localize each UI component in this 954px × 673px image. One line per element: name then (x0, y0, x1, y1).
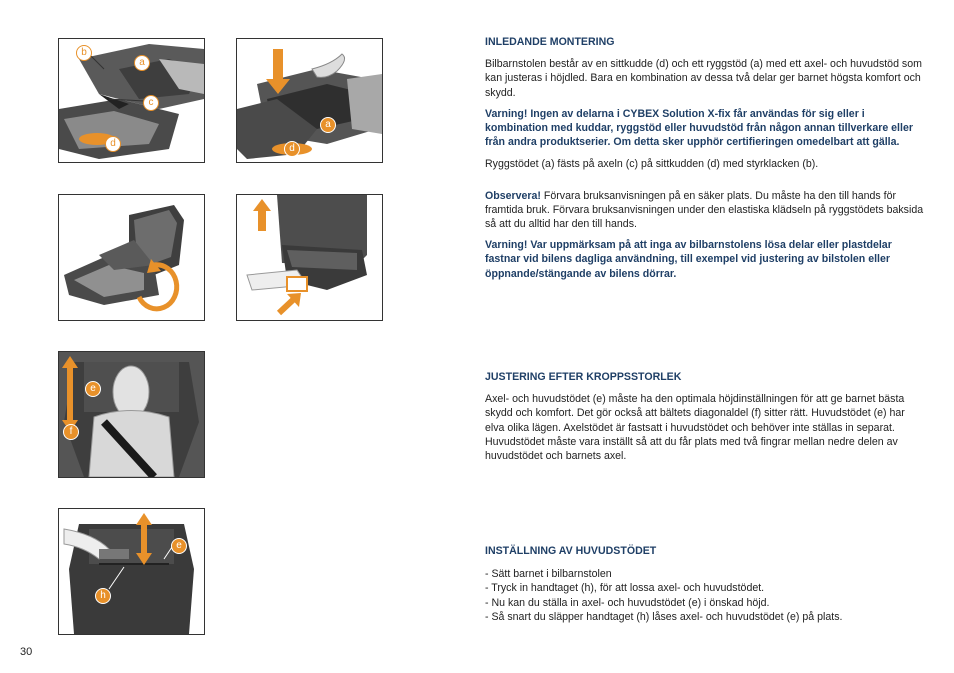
label-d: d (284, 141, 300, 157)
figure-backrest-attach (236, 38, 383, 163)
list-item: - Nu kan du ställa in axel- och huvudstödet (e) i önskad höjd. (485, 596, 770, 609)
label-f: f (63, 424, 79, 440)
label-h: h (95, 588, 111, 604)
paragraph: Ryggstödet (a) fästs på axeln (c) på sittkudden (d) med styrklacken (b). (485, 158, 819, 171)
label-d: d (105, 136, 121, 152)
headrest-adjust-illustration (59, 509, 204, 634)
figure-seat-rotate (58, 194, 205, 321)
list-item: - Tryck in handtaget (h), för att lossa axel- och huvudstödet. (485, 582, 765, 595)
steps-list (485, 567, 925, 624)
label-c: c (143, 95, 159, 111)
figure-manual-storage (236, 194, 383, 321)
child-seat-height-illustration (59, 352, 204, 477)
section-mounting (485, 35, 925, 281)
label-a: a (134, 55, 150, 71)
section-title: JUSTERING EFTER KROPPSSTORLEK (485, 371, 682, 383)
figure-headrest-adjust (58, 508, 205, 635)
label-e: e (85, 381, 101, 397)
figure-child-seat-height (58, 351, 205, 478)
manual-storage-illustration (237, 195, 382, 320)
note-label: Observera! (485, 189, 541, 202)
warning-text: Varning! Var uppmärksam på att inga av bilbarnstolens lösa delar eller plastdelar fastnar vid bilens dagliga användning, till exempel vid justering av bilstolen eller öppnande/stängande av bilens dörrar. (485, 239, 892, 280)
list-item: - Så snart du släpper handtaget (h) låses axel- och huvudstödet (e) på plats. (485, 610, 843, 623)
label-a: a (320, 117, 336, 133)
note-text: Förvara bruksanvisningen på en säker plats. Du måste ha den till hands för framtida bruk. Förvara bruksanvisningen under den elastiska klädseln på ryggstödets baksida så att du alltid har den till hands. (485, 189, 924, 231)
section-title: INSTÄLLNING AV HUVUDSTÖDET (485, 545, 657, 557)
page-number: 30 (20, 646, 33, 658)
section-body-size (485, 370, 925, 463)
figure-seat-parts (58, 38, 205, 163)
paragraph: Bilbarnstolen består av en sittkudde (d) och ett ryggstöd (a) med ett axel- och huvudstöd som kan justeras i höjdled. Bara en kombination av dessa två delar ger barnet högsta komfort och skydd. (485, 58, 922, 99)
list-item: - Sätt barnet i bilbarnstolen (485, 568, 612, 581)
seat-rotate-illustration (59, 195, 204, 320)
note-paragraph (485, 189, 925, 232)
section-headrest (485, 544, 925, 624)
label-e: e (171, 538, 187, 554)
paragraph: Axel- och huvudstödet (e) måste ha den optimala höjdinställningen för att ge barnet bästa skydd och komfort. Det gör också att bältets diagonaldel (f) sitter rätt. Huvudstödet (e) har elva olika lägen. Axelstödet är fastsatt i huvudstödet och behöver inte ställas in separat. Huvudstödet måste vara inställt så att du får plats med två fingrar mellan nedre delen av huvudstödet och barnets axel. (485, 393, 905, 463)
section-title: INLEDANDE MONTERING (485, 36, 615, 48)
backrest-attach-illustration (237, 39, 382, 162)
label-b: b (76, 45, 92, 61)
warning-text: Varning! Ingen av delarna i CYBEX Solution X-fix får användas för sig eller i kombination med kuddar, ryggstöd eller huvudstöd från någon annan tillverkare eller från andra produktserier. Om detta sker upphör certifieringen omedelbart att gälla. (485, 107, 913, 149)
